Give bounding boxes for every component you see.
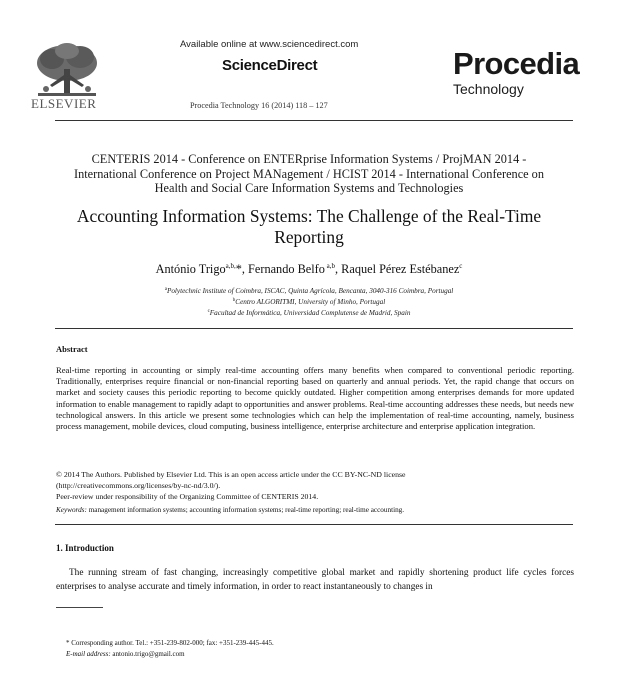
- email-label: E-mail address:: [66, 650, 111, 658]
- affiliation: [40, 287, 578, 295]
- affiliation-text: Centro ALGORITMI, University of Minho, Portugal: [235, 298, 386, 306]
- conference-line: CENTERIS 2014 - Conference on ENTERprise Information Systems / ProjMAN 2014 -: [91, 152, 527, 166]
- affiliation-text: Polytechnic Institute of Coimbra, ISCAC, Quinta Agrícola, Bencanta, 3040-316 Coimbra, Portugal: [166, 287, 454, 295]
- corresponding-author-footnote: * Corresponding author. Tel.: +351-239-802-000; fax: +351-239-445-445.: [66, 639, 274, 647]
- paper-title: [40, 206, 578, 248]
- introduction-body: The running stream of fast changing, increasingly competitive global market and rapidly shortening product life cycles forces enterprises to analyse accurate and timely information, in order to react instantaneously to changes in: [56, 568, 574, 592]
- affiliation: [40, 309, 578, 317]
- abstract-body: Real-time reporting in accounting or simply real-time accounting offers many benefits when compared to conventional periodic reporting. Traditionally, enterprises require financial or non-financial reporting based on quarterly and annual periods. Yet, the rapid change that occurs on market and society causes this periodic reporting to become quickly outdated. Higher competition among enterprises demands for more updated information to enable management to rapidly adapt to opportunities and answer problems. Real-time accounting addresses these needs, but needs new technological answers. In this article we present some technologies which can help the implementation of real-time accounting, namely, business process management, mobile devices, cloud computing, business intelligence, enterprise architecture and enterprise application integration.: [56, 365, 574, 432]
- procedia-subtitle: Technology: [453, 81, 524, 97]
- corresponding-author-marker: *: [235, 262, 242, 276]
- conference-info: [40, 152, 578, 196]
- email-address: antonio.trigo@gmail.com: [110, 650, 185, 658]
- publisher-name: ELSEVIER: [31, 96, 97, 111]
- author-affiliation-marker: a,b: [324, 262, 336, 270]
- keywords-text: management information systems; accounting information systems; real-time reporting; real-time accounting.: [86, 506, 405, 514]
- footnote-divider: [56, 607, 103, 608]
- affiliation-marker: c: [207, 309, 210, 314]
- keywords-label: Keywords:: [56, 506, 87, 514]
- author-name: António Trigo: [155, 262, 226, 276]
- author-affiliation-marker: a,b,: [225, 262, 236, 270]
- affiliation-marker: b: [232, 298, 236, 303]
- sciencedirect-logo: ScienceDirect: [222, 57, 318, 74]
- journal-reference: Procedia Technology 16 (2014) 118 – 127: [190, 101, 328, 110]
- keywords-line: [56, 506, 404, 514]
- author-list: [40, 262, 578, 277]
- conference-line: International Conference on Project MANagement / HCIST 2014 - International Conference on: [74, 166, 544, 181]
- peer-review-line: Peer-review under responsibility of the Organizing Committee of CENTERIS 2014.: [56, 492, 319, 501]
- section-heading-introduction: 1. Introduction: [56, 543, 114, 553]
- affiliation: [40, 298, 578, 306]
- header-divider: [55, 120, 573, 121]
- procedia-logo: Procedia: [453, 46, 580, 81]
- author-name: , Fernando Belfo: [241, 262, 325, 276]
- title-line: Accounting Information Systems: The Challenge of the Real-Time: [76, 206, 542, 226]
- affiliation-marker: a: [164, 287, 167, 292]
- copyright-line: © 2014 The Authors. Published by Elsevier Ltd. This is an open access article under the CC BY-NC-ND license: [56, 470, 406, 479]
- author-name: , Raquel Pérez Estébanez: [335, 262, 460, 276]
- conference-line: Health and Social Care Information Systems and Technologies: [154, 181, 464, 195]
- available-online-text: Available online at www.sciencedirect.com: [180, 39, 359, 50]
- license-link[interactable]: [56, 481, 220, 491]
- license-url[interactable]: (http://creativecommons.org/licenses/by-nc-nd/3.0/).: [56, 481, 221, 490]
- abstract-heading: Abstract: [56, 344, 88, 354]
- affiliation-text: Facultad de Informática, Universidad Complutense de Madrid, Spain: [209, 309, 411, 317]
- email-footnote: [66, 650, 185, 658]
- author-affiliation-marker: c: [459, 262, 463, 270]
- abstract-divider-top: [55, 328, 573, 329]
- abstract-divider-bottom: [55, 524, 573, 525]
- title-line: Reporting: [274, 227, 344, 247]
